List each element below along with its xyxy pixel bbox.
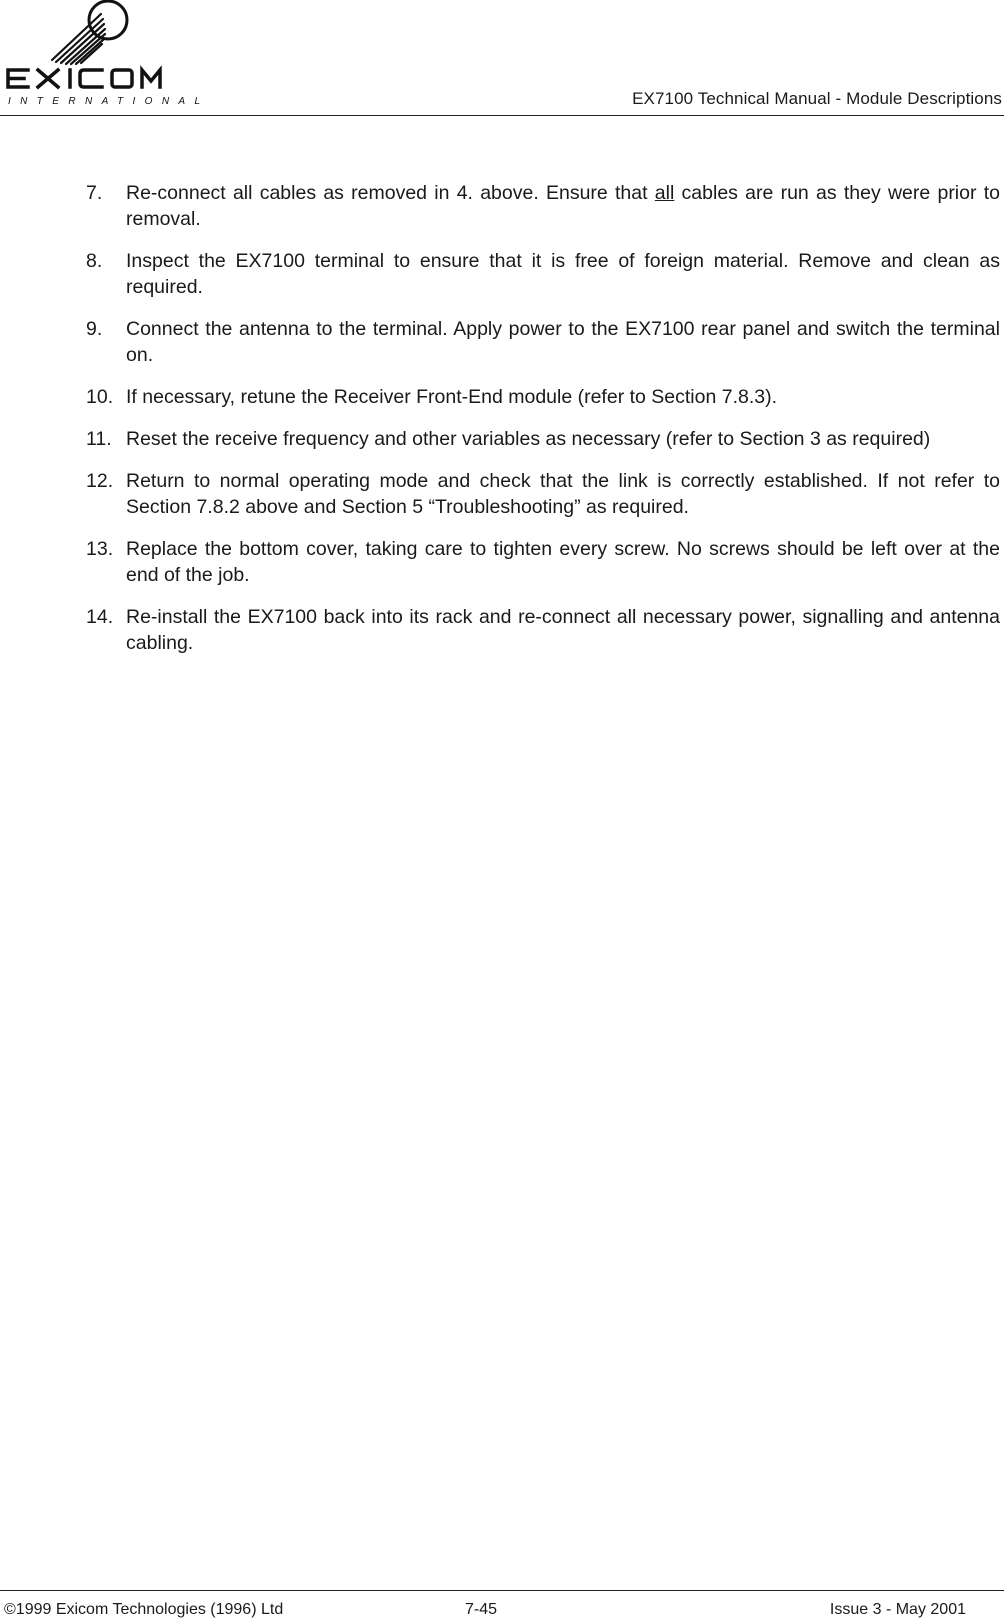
logo-subtext: INTERNATIONAL xyxy=(8,96,210,107)
step-text xyxy=(126,180,1000,232)
header-title: EX7100 Technical Manual - Module Descriptions xyxy=(632,89,1002,108)
step-text: Replace the bottom cover, taking care to tighten every screw. No screws should be left over at the end of the job. xyxy=(126,538,1000,586)
header-divider xyxy=(0,115,1004,116)
procedure-steps xyxy=(86,180,1000,672)
step-number: 9. xyxy=(86,318,103,340)
footer-divider xyxy=(0,1590,1004,1591)
step-text: Return to normal operating mode and check that the link is correctly established. If not refer to Section 7.8.2 above and Section 5 “Troubleshooting” as required. xyxy=(126,470,1000,518)
emphasis-all: all xyxy=(654,182,675,204)
step-9 xyxy=(86,316,1000,368)
exicom-logo xyxy=(4,0,210,112)
step-7 xyxy=(86,180,1000,232)
footer-page-number: 7-45 xyxy=(465,1601,498,1618)
step-number: 10. xyxy=(86,386,114,408)
step-number: 13. xyxy=(86,538,114,560)
footer-copyright: ©1999 Exicom Technologies (1996) Ltd xyxy=(4,1601,284,1618)
step-13 xyxy=(86,536,1000,588)
step-number: 14. xyxy=(86,606,114,628)
step-number: 11. xyxy=(86,428,112,450)
step-text: Inspect the EX7100 terminal to ensure that it is free of foreign material. Remove and clean as required. xyxy=(126,250,1000,298)
step-8 xyxy=(86,248,1000,300)
step-11 xyxy=(86,426,1000,452)
footer-issue: Issue 3 - May 2001 xyxy=(829,1601,966,1618)
step-text: Re-install the EX7100 back into its rack and re-connect all necessary power, signalling and antenna cabling. xyxy=(126,606,1000,654)
step-number: 7. xyxy=(86,182,103,204)
step-12 xyxy=(86,468,1000,520)
step-text: Connect the antenna to the terminal. Apply power to the EX7100 rear panel and switch the terminal on. xyxy=(126,318,1000,366)
step-text-part: cables are run as they were prior to removal. xyxy=(126,182,1000,230)
step-number: 12. xyxy=(86,470,114,492)
step-text: If necessary, retune the Receiver Front-End module (refer to Section 7.8.3). xyxy=(126,386,778,408)
step-number: 8. xyxy=(86,250,103,272)
step-10 xyxy=(86,384,1000,410)
step-text-part: Re-connect all cables as removed in 4. above. Ensure that xyxy=(126,182,655,204)
step-text: Reset the receive frequency and other variables as necessary (refer to Section 3 as required) xyxy=(126,428,931,450)
step-14 xyxy=(86,604,1000,656)
